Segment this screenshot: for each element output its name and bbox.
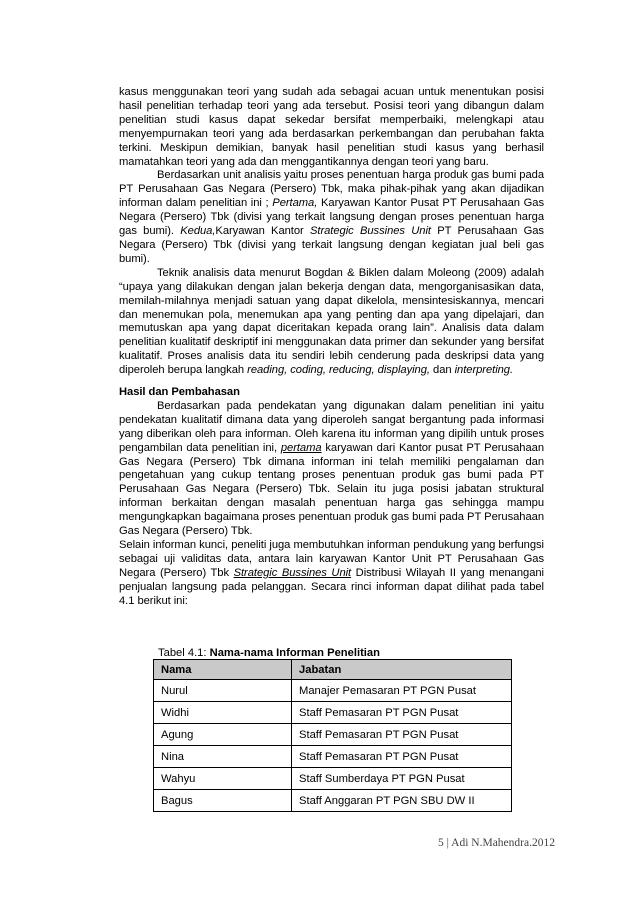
section-heading: Hasil dan Pembahasan	[119, 386, 240, 399]
table-row	[154, 680, 512, 702]
table-row	[154, 702, 512, 724]
cell-nama: Nurul	[154, 680, 292, 702]
cell-nama: Agung	[154, 724, 292, 746]
paragraph-case-study: kasus menggunakan teori yang sudah ada sebagai acuan untuk menentukan posisi hasil penelitian terhadap teori yang ada tersebut. Posisi teori yang dibangun dalam penelitian studi kasus dapat sekedar bersifat memperbaiki, melengkapi atau menyempurnakan teori yang ada berdasarkan perkembangan dan perubahan fakta terkini. Meskipun demikian, banyak hasil penelitian studi kasus yang berhasil mamatahkan teori yang ada dan menggantikannya dengan teori yang baru.	[119, 86, 544, 168]
cell-nama: Wahyu	[154, 768, 292, 790]
cell-nama: Bagus	[154, 790, 292, 812]
column-header-nama: Nama	[154, 660, 292, 680]
cell-nama: Widhi	[154, 702, 292, 724]
table-caption: Tabel 4.1: Nama-nama Informan Penelitian	[158, 647, 380, 659]
paragraph-informants: Berdasarkan unit analisis yaitu proses penentuan harga produk gas bumi pada PT Perusahaan Gas Negara (Persero) Tbk, maka pihak-pihak yang akan dijadikan informan dalam penelitian ini ; Pertama, Karyawan Kantor Pusat PT Perusahaan Gas Negara (Persero) Tbk (divisi yang terkait langsung dengan proses penentuan harga gas bumi). Kedua,Karyawan Kantor Strategic Bussines Unit PT Perusahaan Gas Negara (Persero) Tbk (divisi yang terkait langsung dengan kegiatan jual beli gas bumi).	[119, 169, 544, 265]
informant-table	[153, 659, 512, 812]
cell-jabatan: Staff Pemasaran PT PGN Pusat	[292, 724, 512, 746]
document-body	[119, 86, 544, 609]
cell-jabatan: Staff Anggaran PT PGN SBU DW II	[292, 790, 512, 812]
table-row	[154, 724, 512, 746]
paragraph-results: Berdasarkan pada pendekatan yang digunakan dalam penelitian ini yaitu pendekatan kualitatif dimana data yang diperoleh sangat bergantung pada informasi yang diberikan oleh para informan. Oleh karena itu informan yang dipilih untuk proses pengambilan data penelitian ini, pertama karyawan dari Kantor pusat PT Perusahaan Gas Negara (Persero) Tbk dimana informan ini telah memiliki pengalaman dan pengetahuan yang cukup tentang proses penentuan produk gas bumi pada PT Perusahaan Gas Negara (Persero) Tbk. Selain itu juga posisi jabatan struktural informan berkaitan dengan masalah penentuan harga gas sehingga mampu mengungkapkan bagaimana proses penentuan produk gas bumi pada PT Perusahaan Gas Negara (Persero) Tbk.	[119, 399, 544, 538]
cell-jabatan: Staff Sumberdaya PT PGN Pusat	[292, 768, 512, 790]
paragraph-analysis: Teknik analisis data menurut Bogdan & Biklen dalam Moleong (2009) adalah “upaya yang dilakukan dengan jalan bekerja dengan data, mengorganisasikan data, memilah-milahnya menjadi satuan yang dapat dikelola, mensintesiskannya, mencari dan menemukan pola, menemukan apa yang penting dan apa yang dipelajari, dan memutuskan apa yang dapat diceritakan kepada orang lain”. Analisis data dalam penelitian kualitatif deskriptif ini menggunakan data primer dan sekunder yang bersifat kualitatif. Proses analisis data itu sendiri lebih cenderung pada deskripsi data yang diperoleh berupa langkah reading, coding, reducing, displaying, dan interpreting.	[119, 266, 544, 377]
table-row	[154, 790, 512, 812]
column-header-jabatan: Jabatan	[292, 660, 512, 680]
cell-jabatan: Staff Pemasaran PT PGN Pusat	[292, 746, 512, 768]
page-number: 5	[438, 837, 444, 849]
page-footer	[438, 837, 555, 849]
cell-jabatan: Manajer Pemasaran PT PGN Pusat	[292, 680, 512, 702]
table-row	[154, 746, 512, 768]
paragraph-supporting-informants: Selain informan kunci, peneliti juga membutuhkan informan pendukung yang berfungsi sebagai uji validitas data, antara lain karyawan Kantor Unit PT Perusahaan Gas Negara (Persero) Tbk Strategic Bussines Unit Distribusi Wilayah II yang menangani penjualan langsung pada pelanggan. Secara rinci informan dapat dilihat pada tabel 4.1 berikut ini:	[119, 539, 544, 607]
table-row	[154, 768, 512, 790]
cell-jabatan: Staff Pemasaran PT PGN Pusat	[292, 702, 512, 724]
cell-nama: Nina	[154, 746, 292, 768]
footer-separator: |	[443, 837, 452, 849]
footer-author: Adi N.Mahendra.2012	[451, 837, 555, 849]
table-header-row	[154, 660, 512, 680]
